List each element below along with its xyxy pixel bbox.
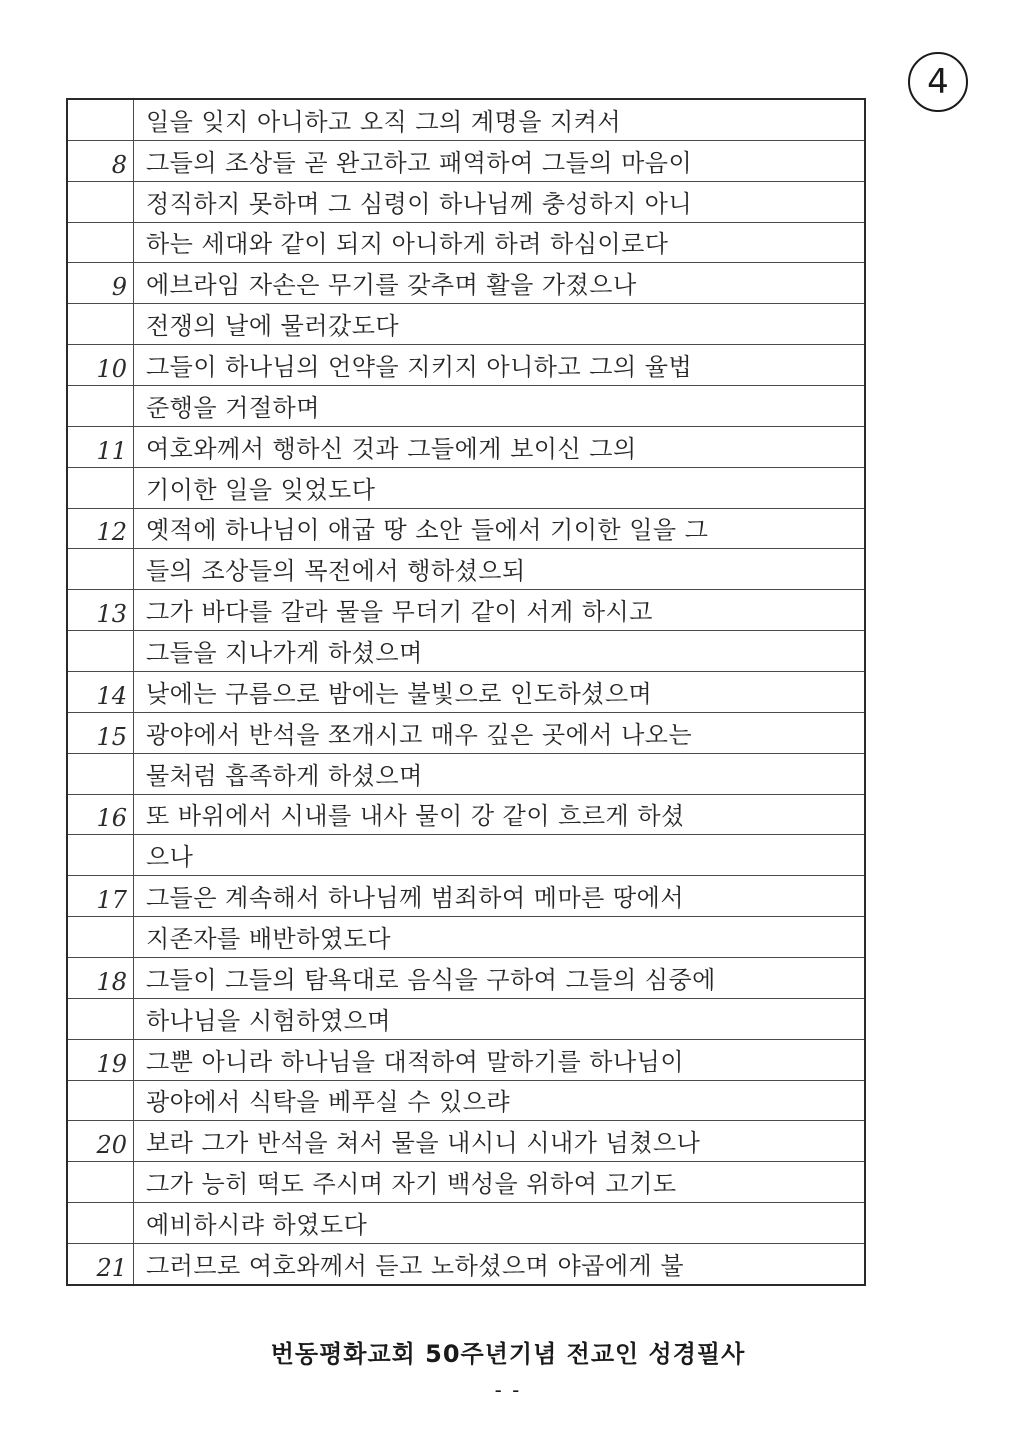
verse-number	[68, 386, 134, 426]
verse-number: 19	[68, 1040, 134, 1080]
page-number: 4	[927, 62, 949, 102]
manuscript-row	[68, 795, 864, 836]
manuscript-row	[68, 999, 864, 1040]
verse-number	[68, 631, 134, 671]
manuscript-row	[68, 468, 864, 509]
manuscript-row	[68, 590, 864, 631]
manuscript-row	[68, 917, 864, 958]
verse-number	[68, 917, 134, 957]
verse-number: 15	[68, 713, 134, 753]
verse-text: 그들이 하나님의 언약을 지키지 아니하고 그의 율법	[146, 353, 693, 382]
manuscript-row	[68, 182, 864, 223]
verse-number: 11	[68, 427, 134, 467]
verse-number: 9	[68, 263, 134, 303]
verse-number	[68, 549, 134, 589]
verse-text: 일을 잊지 아니하고 오직 그의 계명을 지켜서	[146, 107, 622, 136]
verse-text: 보라 그가 반석을 쳐서 물을 내시니 시내가 넘쳤으나	[146, 1129, 701, 1158]
verse-text: 그뿐 아니라 하나님을 대적하여 말하기를 하나님이	[146, 1047, 685, 1076]
verse-number	[68, 304, 134, 344]
verse-number: 8	[68, 141, 134, 181]
verse-text: 광야에서 반석을 쪼개시고 매우 깊은 곳에서 나오는	[146, 720, 693, 749]
verse-text: 또 바위에서 시내를 내사 물이 강 같이 흐르게 하셨	[146, 802, 685, 831]
manuscript-row	[68, 754, 864, 795]
verse-text: 물처럼 흡족하게 하셨으며	[146, 761, 423, 790]
manuscript-row	[68, 141, 864, 182]
footer-dashes: - -	[494, 1378, 522, 1402]
manuscript-sheet	[66, 98, 866, 1286]
verse-number: 12	[68, 509, 134, 549]
manuscript-row	[68, 1203, 864, 1244]
verse-number	[68, 1081, 134, 1121]
verse-number: 20	[68, 1121, 134, 1161]
verse-text: 에브라임 자손은 무기를 갖추며 활을 가졌으나	[146, 271, 637, 300]
manuscript-row	[68, 100, 864, 141]
manuscript-row	[68, 1040, 864, 1081]
manuscript-row	[68, 509, 864, 550]
verse-text: 그러므로 여호와께서 듣고 노하셨으며 야곱에게 불	[146, 1251, 685, 1280]
manuscript-row	[68, 345, 864, 386]
manuscript-row	[68, 263, 864, 304]
verse-text: 그가 능히 떡도 주시며 자기 백성을 위하여 고기도	[146, 1170, 677, 1199]
verse-number	[68, 223, 134, 263]
verse-number	[68, 1203, 134, 1243]
verse-text: 하는 세대와 같이 되지 아니하게 하려 하심이로다	[146, 230, 669, 259]
verse-text: 그가 바다를 갈라 물을 무더기 같이 서게 하시고	[146, 598, 653, 627]
verse-number: 17	[68, 876, 134, 916]
verse-number: 16	[68, 795, 134, 835]
verse-number	[68, 468, 134, 508]
verse-text: 광야에서 식탁을 베푸실 수 있으랴	[146, 1088, 511, 1117]
verse-number: 18	[68, 958, 134, 998]
verse-number: 13	[68, 590, 134, 630]
verse-text: 정직하지 못하며 그 심령이 하나님께 충성하지 아니	[146, 189, 693, 218]
verse-number	[68, 999, 134, 1039]
verse-text: 전쟁의 날에 물러갔도다	[146, 312, 400, 341]
manuscript-row	[68, 672, 864, 713]
manuscript-row	[68, 549, 864, 590]
verse-number: 21	[68, 1244, 134, 1284]
verse-text: 예비하시랴 하였도다	[146, 1211, 368, 1240]
verse-text: 낮에는 구름으로 밤에는 불빛으로 인도하셨으며	[146, 679, 653, 708]
manuscript-row	[68, 386, 864, 427]
manuscript-row	[68, 1081, 864, 1122]
verse-text: 기이한 일을 잊었도다	[146, 475, 376, 504]
verse-text: 그들을 지나가게 하셨으며	[146, 639, 423, 668]
verse-text: 그들은 계속해서 하나님께 범죄하여 메마른 땅에서	[146, 884, 685, 913]
verse-text: 지존자를 배반하였도다	[146, 925, 391, 954]
page-number-badge	[908, 52, 968, 112]
manuscript-row	[68, 835, 864, 876]
manuscript-row	[68, 1244, 864, 1284]
verse-number	[68, 754, 134, 794]
verse-number: 10	[68, 345, 134, 385]
manuscript-row	[68, 631, 864, 672]
manuscript-row	[68, 1121, 864, 1162]
verse-text: 하나님을 시험하였으며	[146, 1006, 391, 1035]
verse-number	[68, 1162, 134, 1202]
verse-number	[68, 835, 134, 875]
verse-text: 들의 조상들의 목전에서 행하셨으되	[146, 557, 526, 586]
manuscript-row	[68, 713, 864, 754]
manuscript-row	[68, 1162, 864, 1203]
verse-number: 14	[68, 672, 134, 712]
verse-number	[68, 182, 134, 222]
verse-text: 그들이 그들의 탐욕대로 음식을 구하여 그들의 심중에	[146, 965, 716, 994]
verse-text: 옛적에 하나님이 애굽 땅 소안 들에서 기이한 일을 그	[146, 516, 709, 545]
footer-title: 번동평화교회 50주년기념 전교인 성경필사	[270, 1340, 746, 1368]
manuscript-row	[68, 304, 864, 345]
verse-text: 으나	[146, 843, 194, 872]
verse-text: 준행을 거절하며	[146, 393, 320, 422]
manuscript-row	[68, 958, 864, 999]
verse-text: 여호와께서 행하신 것과 그들에게 보이신 그의	[146, 434, 637, 463]
manuscript-row	[68, 223, 864, 264]
manuscript-row	[68, 427, 864, 468]
verse-number	[68, 100, 134, 140]
verse-text: 그들의 조상들 곧 완고하고 패역하여 그들의 마음이	[146, 148, 693, 177]
manuscript-row	[68, 876, 864, 917]
